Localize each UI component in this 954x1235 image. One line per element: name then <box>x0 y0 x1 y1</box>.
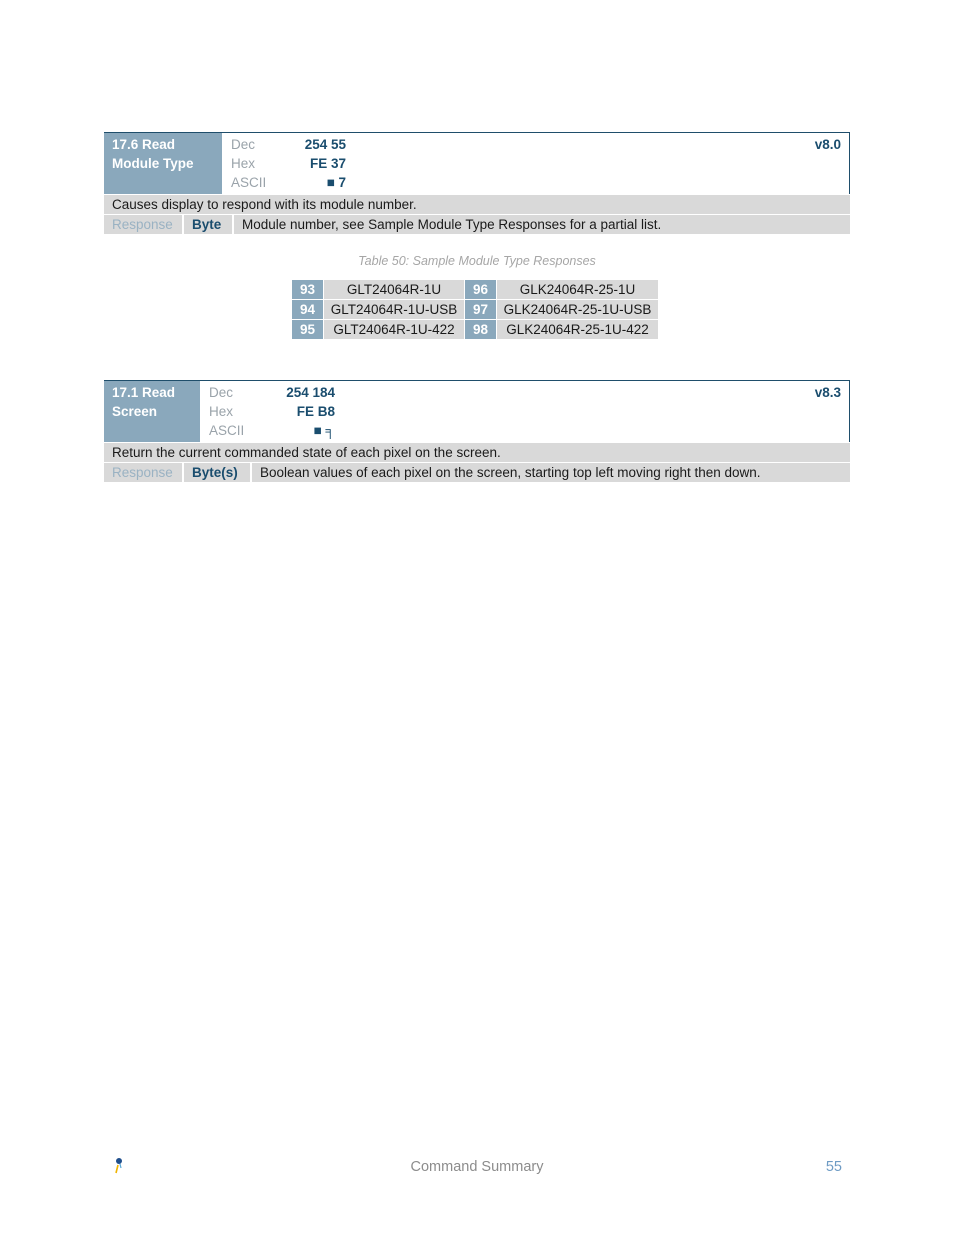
module-name: GLK24064R-25-1U-422 <box>497 320 658 339</box>
command-description: Return the current commanded state of each pixel on the screen. <box>104 443 850 462</box>
response-text: Module number, see Sample Module Type Responses for a partial list. <box>234 215 850 234</box>
table-row <box>292 300 658 319</box>
module-type-table <box>291 279 659 340</box>
code-label: ASCII <box>209 423 245 438</box>
module-number: 93 <box>292 280 323 299</box>
table-row <box>292 280 658 299</box>
code-value: FE 37 <box>309 156 346 171</box>
module-number: 98 <box>465 320 496 339</box>
code-label: Dec <box>231 137 256 152</box>
module-number: 96 <box>465 280 496 299</box>
response-text: Boolean values of each pixel on the screen, starting top left moving right then down. <box>252 463 850 482</box>
command-response-row <box>104 463 850 482</box>
response-label: Response <box>104 463 182 482</box>
module-number: 95 <box>292 320 323 339</box>
code-row-dec <box>209 383 849 402</box>
command-header <box>104 380 850 442</box>
command-title: 17.6 Read Module Type <box>104 133 222 194</box>
table-caption: Table 50: Sample Module Type Responses <box>358 254 596 268</box>
code-row-hex <box>231 154 849 173</box>
command-codes <box>200 381 849 442</box>
response-label: Response <box>104 215 182 234</box>
code-value: ■ 7 <box>326 175 346 190</box>
module-number: 94 <box>292 300 323 319</box>
module-number: 97 <box>465 300 496 319</box>
response-type: Byte(s) <box>184 463 250 482</box>
footer-section-title: Command Summary <box>410 1159 544 1175</box>
command-version: v8.0 <box>814 137 841 152</box>
command-title: 17.1 Read Screen <box>104 381 200 442</box>
module-name: GLT24064R-1U-USB <box>324 300 464 319</box>
command-codes <box>222 133 849 194</box>
code-label: Hex <box>231 156 256 171</box>
module-name: GLK24064R-25-1U <box>497 280 658 299</box>
module-name: GLT24064R-1U <box>324 280 464 299</box>
code-value: 254 184 <box>286 385 335 400</box>
code-label: ASCII <box>231 175 267 190</box>
command-description: Causes display to respond with its module number. <box>104 195 850 214</box>
page-number: 55 <box>825 1159 842 1175</box>
module-name: GLK24064R-25-1U-USB <box>497 300 658 319</box>
code-row-hex <box>209 402 849 421</box>
module-name: GLT24064R-1U-422 <box>324 320 464 339</box>
code-row-ascii <box>209 421 849 440</box>
response-type: Byte <box>184 215 232 234</box>
command-version: v8.3 <box>814 385 841 400</box>
code-label: Hex <box>209 404 234 419</box>
code-row-dec <box>231 135 849 154</box>
code-row-ascii <box>231 173 849 192</box>
code-value: 254 55 <box>304 137 346 152</box>
code-label: Dec <box>209 385 234 400</box>
code-value: ■ ╕ <box>313 423 335 438</box>
command-block-read-screen <box>104 380 850 482</box>
code-value: FE B8 <box>296 404 335 419</box>
table-row <box>292 320 658 339</box>
command-block-read-module-type <box>104 132 850 234</box>
command-header <box>104 132 850 194</box>
command-response-row <box>104 215 850 234</box>
